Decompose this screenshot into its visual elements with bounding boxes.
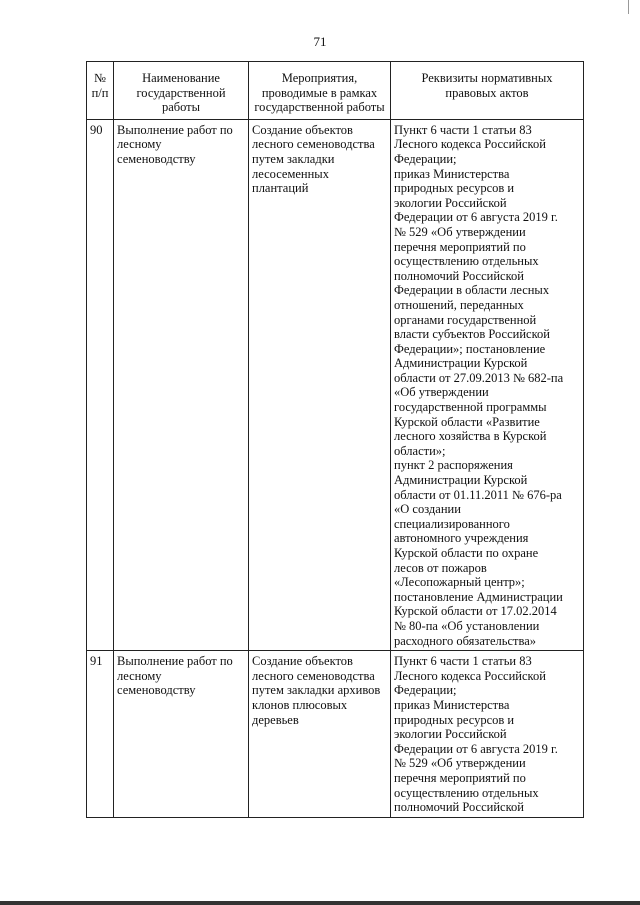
table-row <box>87 119 584 650</box>
row-legal-acts: Пункт 6 части 1 статьи 83 Лесного кодекса Российской Федерации; приказ Министерства природных ресурсов и экологии Российской Федерации от 6 августа 2019 г. № 529 «Об утверждении перечня мероприятий по осуществлению отдельных полномочий Российской Федерации в области лесных отношений, переданных органами государственной власти субъектов Российской Федерации»; постановление Администрации Курской области от 27.09.2013 № 682-па «Об утверждении государственной программы Курской области «Развитие лесного хозяйства в Курской области»; пункт 2 распоряжения Администрации Курской области от 01.11.2011 № 676-ра «О создании специализированного автономного учреждения Курской области по охране лесов от пожаров «Лесопожарный центр»; постановление Администрации Курской области от 17.02.2014 № 80-па «Об установлении расходного обязательства» <box>391 119 584 650</box>
header-number: № п/п <box>87 62 114 120</box>
row-work-name: Выполнение работ по лесному семеноводству <box>114 651 249 818</box>
row-work-name: Выполнение работ по лесному семеноводству <box>114 119 249 650</box>
row-activity: Создание объектов лесного семеноводства путем закладки лесосеменных плантаций <box>249 119 391 650</box>
scan-bottom-edge <box>0 901 640 905</box>
page-number: 71 <box>313 34 327 49</box>
row-legal-acts: Пункт 6 части 1 статьи 83 Лесного кодекса Российской Федерации; приказ Министерства природных ресурсов и экологии Российской Федерации от 6 августа 2019 г. № 529 «Об утверждении перечня мероприятий по осуществлению отдельных полномочий Российской <box>391 651 584 818</box>
works-table <box>86 61 584 818</box>
header-legal-acts: Реквизиты нормативных правовых актов <box>391 62 584 120</box>
header-activities: Мероприятия, проводимые в рамках государственной работы <box>249 62 391 120</box>
table-row <box>87 651 584 818</box>
row-number: 90 <box>87 119 114 650</box>
row-number: 91 <box>87 651 114 818</box>
header-work-name: Наименование государственной работы <box>114 62 249 120</box>
scan-edge-mark <box>628 0 629 14</box>
table-header-row <box>87 62 584 120</box>
row-activity: Создание объектов лесного семеноводства путем закладки архивов клонов плюсовых деревьев <box>249 651 391 818</box>
